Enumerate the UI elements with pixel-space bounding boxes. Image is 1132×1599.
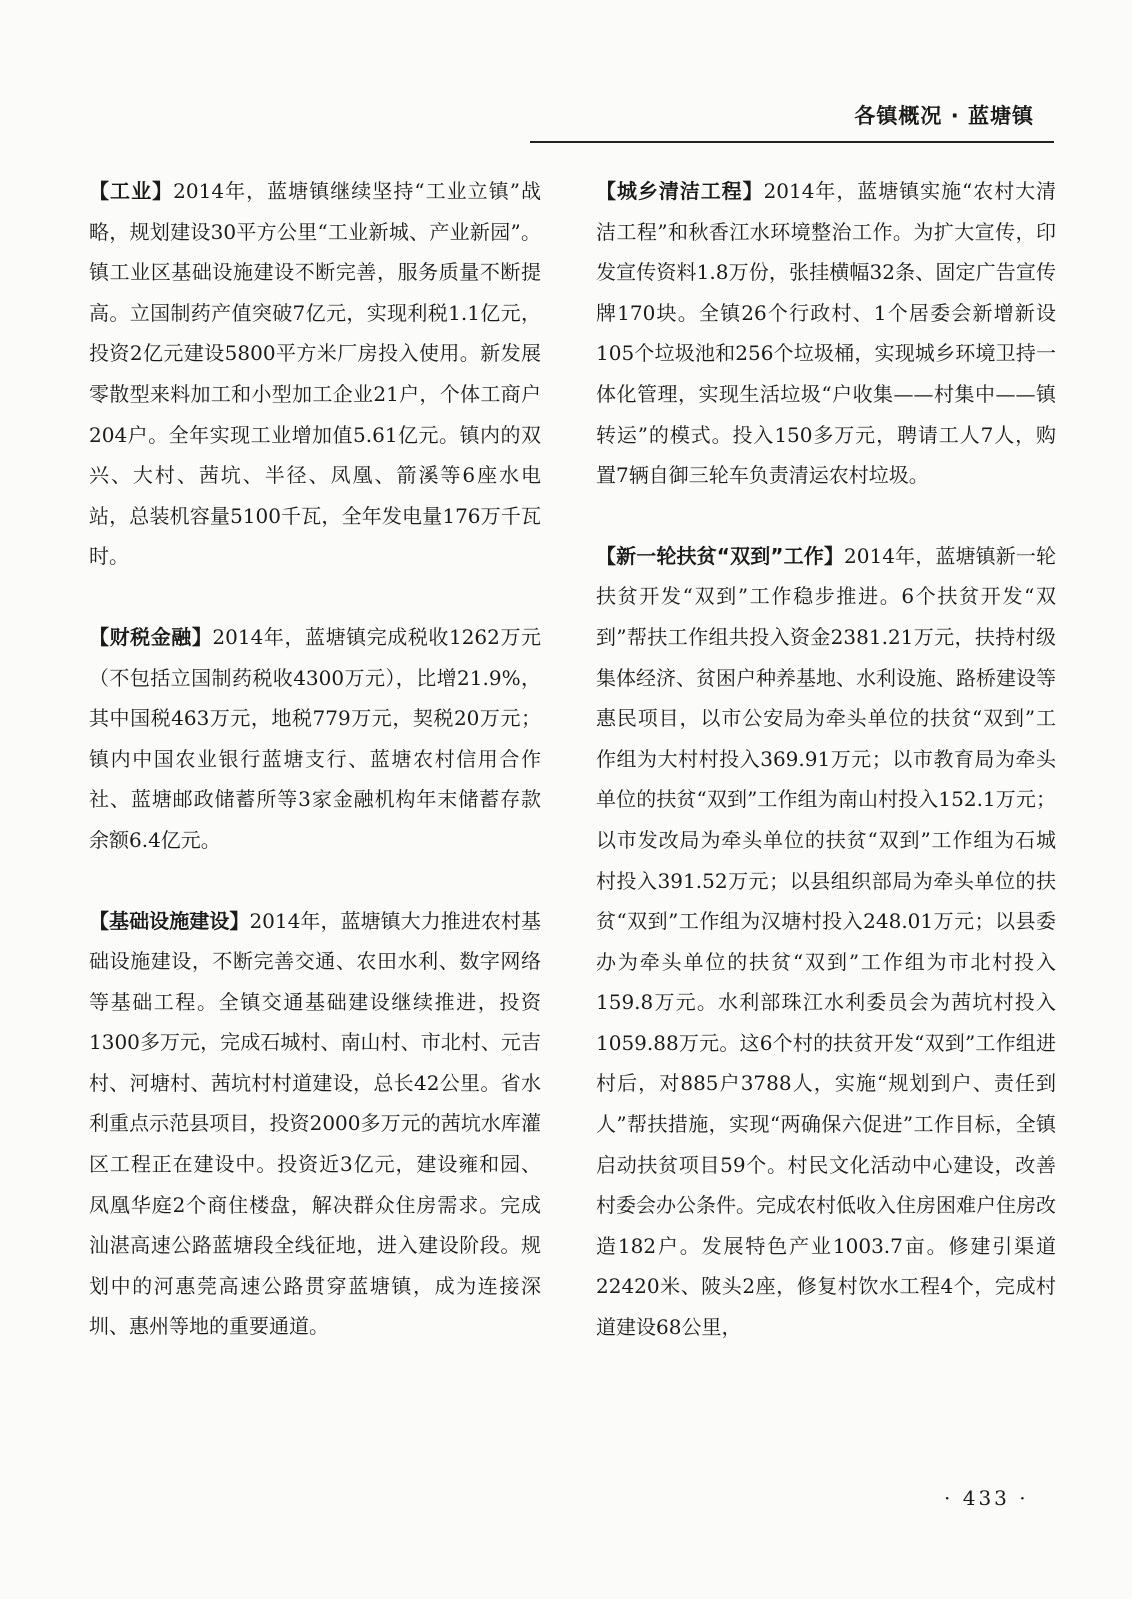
section-title: 【工业】 bbox=[89, 179, 174, 203]
section-industry bbox=[89, 171, 541, 577]
section-sanitation bbox=[596, 171, 1056, 496]
section-title: 【财税金融】 bbox=[89, 624, 213, 649]
section-poverty-relief bbox=[596, 536, 1056, 1348]
section-text: 2014年，蓝塘镇新一轮扶贫开发“双到”工作稳步推进。6个扶贫开发“双到”帮扶工作组共投入资金2381.21万元，扶持村级集体经济、贫困户种养基地、水利设施、路桥建设等惠民项目，以市公安局为牵头单位的扶贫“双到”工作组为大村村投入369.91万元；以市教育局为牵头单位的扶贫“双到”工作组为南山村投入152.1万元；以市发改局为牵头单位的扶贫“双到”工作组为石城村投入391.52万元；以县组织部局为牵头单位的扶贫“双到”工作组为汉塘村投入248.01万元；以县委办为牵头单位的扶贫“双到”工作组为市北村投入159.8万元。水利部珠江水利委员会为茜坑村投入1059.88万元。这6个村的扶贫开发“双到”工作组进村后，对885户3788人，实施“规划到户、责任到人”帮扶措施，实现“两确保六促进”工作目标，全镇启动扶贫项目59个。村民文化活动中心建设，改善村委会办公条件。完成农村低收入住房困难户住房改造182户。发展特色产业1003.7亩。修建引渠道22420米、陂头2座，修复村饮水工程4个，完成村道建设68公里， bbox=[596, 543, 1056, 1340]
page-number: · 433 · bbox=[944, 1486, 1029, 1510]
section-finance bbox=[89, 617, 541, 861]
running-header: 各镇概况 · 蓝塘镇 bbox=[854, 104, 1034, 128]
right-column bbox=[596, 171, 1056, 1388]
header-rule bbox=[530, 141, 1054, 143]
section-title: 【新一轮扶贫“双到”工作】 bbox=[596, 543, 845, 568]
section-infrastructure bbox=[89, 901, 541, 1348]
section-text: 2014年，蓝塘镇实施“农村大清洁工程”和秋香江水环境整治工作。为扩大宣传，印发宣传资料1.8万份，张挂横幅32条、固定广告宣传牌170块。全镇26个行政村、1个居委会新增新设105个垃圾池和256个垃圾桶，实现城乡环境卫持一体化管理，实现生活垃圾“户收集——村集中——镇转运”的模式。投入150多万元，聘请工人7人，购置7辆自御三轮车负责清运农村垃圾。 bbox=[596, 179, 1057, 488]
section-title: 【城乡清洁工程】 bbox=[596, 179, 764, 203]
section-text: 2014年，蓝塘镇继续坚持“工业立镇”战略，规划建设30平方公里“工业新城、产业新园”。镇工业区基础设施建设不断完善，服务质量不断提高。立国制药产值突破7亿元，实现利税1.1亿元，投资2亿元建设5800平方米厂房投入使用。新发展零散型来料加工和小型加工企业21户，个体工商户204户。全年实现工业增加值5.61亿元。镇内的双兴、大村、茜坑、半径、凤凰、箭溪等6座水电站，总装机容量5100千瓦，全年发电量176万千瓦时。 bbox=[89, 179, 542, 569]
left-column bbox=[89, 171, 541, 1387]
section-text: 2014年，蓝塘镇大力推进农村基础设施建设，不断完善交通、农田水利、数字网络等基础工程。全镇交通基础建设继续推进，投资1300多万元，完成石城村、南山村、市北村、元吉村、河塘村、茜坑村村道建设，总长42公里。省水利重点示范县项目，投资2000多万元的茜坑水库灌区工程正在建设中。投资近3亿元，建设雍和园、凤凰华庭2个商住楼盘，解决群众住房需求。完成汕湛高速公路蓝塘段全线征地，进入建设阶段。规划中的河惠莞高速公路贯穿蓝塘镇，成为连接深圳、惠州等地的重要通道。 bbox=[89, 908, 541, 1339]
section-text: 2014年，蓝塘镇完成税收1262万元（不包括立国制药税收4300万元），比增21.9%，其中国税463万元，地税779万元，契税20万元；镇内中国农业银行蓝塘支行、蓝塘农村信用合作社、蓝塘邮政储蓄所等3家金融机构年末储蓄存款余额6.4亿元。 bbox=[89, 624, 542, 852]
section-title: 【基础设施建设】 bbox=[89, 908, 250, 933]
